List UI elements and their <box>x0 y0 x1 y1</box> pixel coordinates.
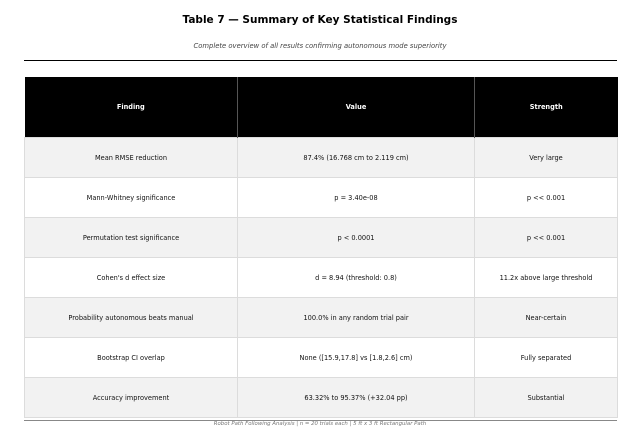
column-header-strength: Strength <box>475 77 618 138</box>
finding-cell: Probability autonomous beats manual <box>25 298 238 338</box>
finding-cell: Mann-Whitney significance <box>25 178 238 218</box>
table-row <box>25 258 618 298</box>
table-row <box>25 378 618 418</box>
column-header-value: Value <box>238 77 475 138</box>
table-row <box>25 218 618 258</box>
strength-cell: Fully separated <box>475 338 618 378</box>
finding-cell: Bootstrap CI overlap <box>25 338 238 378</box>
findings-table <box>24 77 618 418</box>
strength-cell: Near-certain <box>475 298 618 338</box>
value-cell: p < 0.0001 <box>238 218 475 258</box>
finding-cell: Cohen's d effect size <box>25 258 238 298</box>
strength-cell: p << 0.001 <box>475 218 618 258</box>
value-cell: 100.0% in any random trial pair <box>238 298 475 338</box>
top-divider <box>24 60 617 61</box>
page-subtitle: Complete overview of all results confirming autonomous mode superiority <box>193 42 447 50</box>
strength-cell: p << 0.001 <box>475 178 618 218</box>
table-row <box>25 138 618 178</box>
value-cell: None ([15.9,17.8] vs [1.8,2.6] cm) <box>238 338 475 378</box>
value-cell: 87.4% (16.768 cm to 2.119 cm) <box>238 138 475 178</box>
finding-cell: Permutation test significance <box>25 218 238 258</box>
value-cell: p = 3.40e-08 <box>238 178 475 218</box>
table-header-row <box>25 77 618 138</box>
value-cell: d = 8.94 (threshold: 0.8) <box>238 258 475 298</box>
table-row <box>25 298 618 338</box>
strength-cell: 11.2x above large threshold <box>475 258 618 298</box>
column-header-finding: Finding <box>25 77 238 138</box>
strength-cell: Substantial <box>475 378 618 418</box>
strength-cell: Very large <box>475 138 618 178</box>
footer-caption: Robot Path Following Analysis | n = 20 trials each | 5 ft x 3 ft Rectangular Path <box>213 421 427 427</box>
table-row <box>25 338 618 378</box>
finding-cell: Accuracy improvement <box>25 378 238 418</box>
page-title: Table 7 — Summary of Key Statistical Findings <box>182 14 458 26</box>
value-cell: 63.32% to 95.37% (+32.04 pp) <box>238 378 475 418</box>
table-row <box>25 178 618 218</box>
finding-cell: Mean RMSE reduction <box>25 138 238 178</box>
